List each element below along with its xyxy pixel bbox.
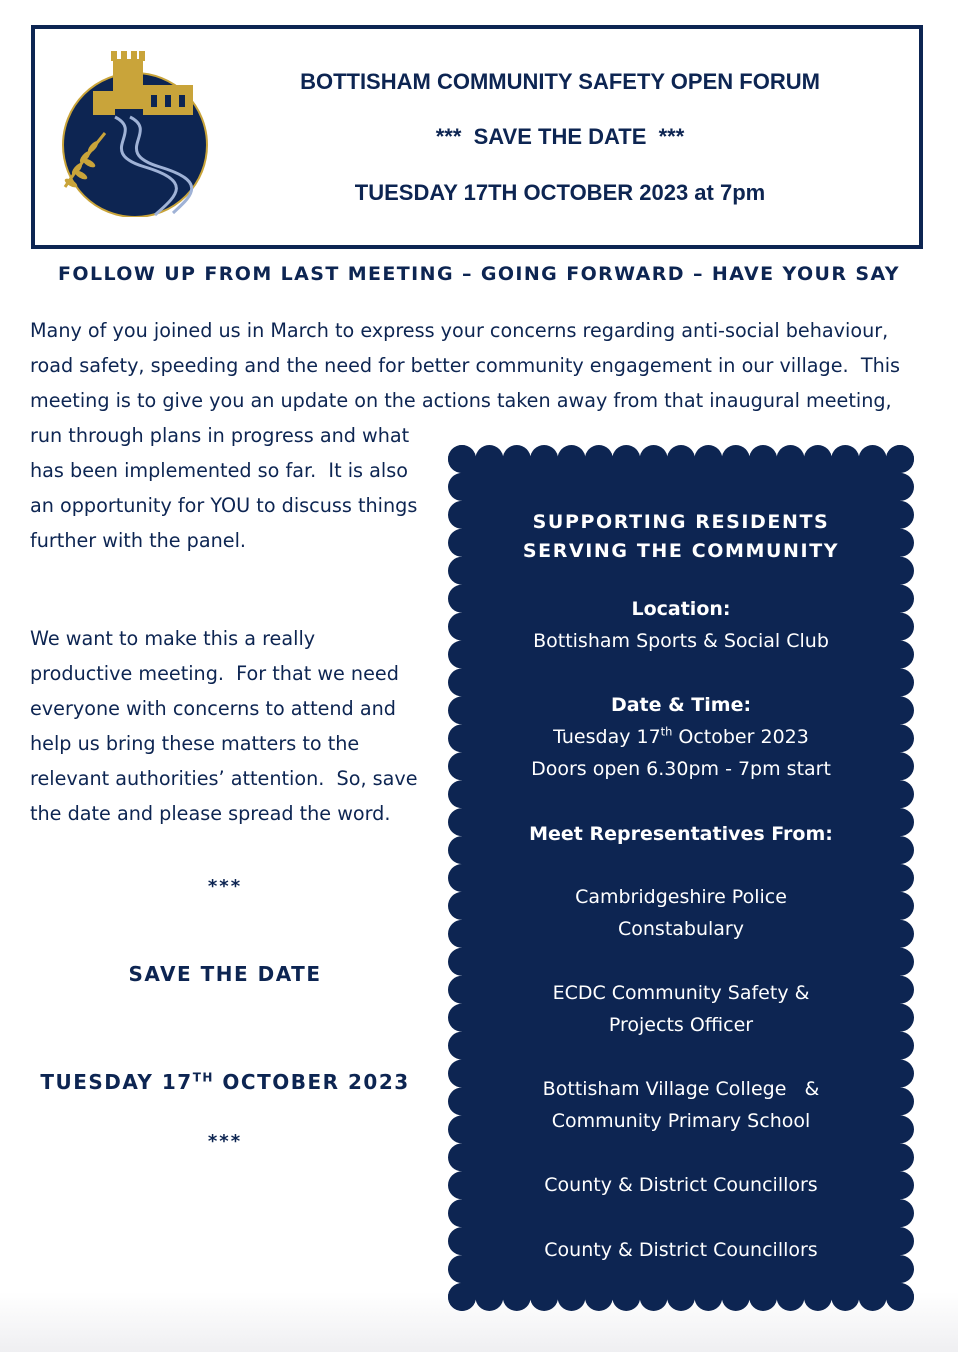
left-save-the-date: SAVE THE DATE — [128, 962, 322, 986]
representative-councillors: County & District Councillors — [544, 1239, 818, 1261]
representative-schools — [452, 1073, 910, 1137]
paragraph-line: relevant authorities’ attention. So, save — [30, 767, 418, 790]
rep-line: Constabulary — [617, 918, 744, 940]
paragraph-line: the date and please spread the word. — [30, 802, 391, 825]
call-to-action-paragraph — [30, 621, 430, 831]
panel-heading — [452, 508, 910, 566]
panel-heading-line: SERVING THE COMMUNITY — [522, 540, 840, 562]
date-ordinal: th — [660, 724, 673, 739]
paragraph-line: everyone with concerns to attend and — [30, 697, 396, 720]
representatives-label: Meet Representatives From: — [529, 823, 833, 845]
church-tower-logo-icon — [55, 37, 215, 217]
panel-heading-line: SUPPORTING RESIDENTS — [532, 511, 830, 533]
rep-line: Cambridgeshire Police — [575, 886, 787, 908]
left-event-date — [30, 1070, 420, 1094]
rep-line: ECDC Community Safety & — [552, 982, 810, 1004]
date-prefix: TUESDAY 17 — [40, 1070, 193, 1094]
date-prefix: Tuesday 17 — [553, 726, 661, 748]
paragraph-line: We want to make this a really — [30, 627, 316, 650]
location-value: Bottisham Sports & Social Club — [533, 630, 829, 652]
paragraph-line: help us bring these matters to the — [30, 732, 360, 755]
intro-paragraph — [30, 313, 910, 418]
rep-line: Community Primary School — [551, 1110, 811, 1132]
intro-line: meeting is to give you an update on the actions taken away from that inaugural meeting, — [30, 389, 892, 412]
save-the-date-banner: *** SAVE THE DATE *** — [435, 124, 685, 149]
paragraph-line: productive meeting. For that we need — [30, 662, 399, 685]
intro-line: further with the panel. — [30, 529, 247, 552]
subheading: FOLLOW UP FROM LAST MEETING – GOING FORWARD – HAVE YOUR SAY — [58, 263, 900, 285]
rep-line: Bottisham Village College & — [542, 1078, 820, 1100]
rep-line: Projects Officer — [608, 1014, 754, 1036]
intro-continuation — [30, 418, 430, 558]
intro-line: road safety, speeding and the need for better community engagement in our village. This — [30, 354, 901, 377]
intro-line: has been implemented so far. It is also — [30, 459, 408, 482]
date-suffix: October 2023 — [672, 726, 809, 748]
representative-police — [452, 881, 910, 945]
event-date-heading: TUESDAY 17TH OCTOBER 2023 at 7pm — [354, 180, 766, 205]
forum-title: BOTTISHAM COMMUNITY SAFETY OPEN FORUM — [300, 69, 820, 94]
event-date — [452, 721, 910, 753]
stars-divider: *** — [207, 876, 243, 897]
date-ordinal: TH — [192, 1070, 214, 1085]
intro-line: an opportunity for YOU to discuss things — [30, 494, 418, 517]
stars-divider: *** — [207, 1131, 243, 1152]
location-label: Location: — [631, 598, 731, 620]
intro-line: Many of you joined us in March to express your concerns regarding anti-social behaviour, — [30, 319, 889, 342]
date-suffix: OCTOBER 2023 — [213, 1070, 410, 1094]
intro-line: run through plans in progress and what — [30, 424, 410, 447]
datetime-label: Date & Time: — [610, 694, 752, 716]
header-box — [31, 25, 923, 249]
representative-councillors: County & District Councillors — [544, 1174, 818, 1196]
representative-ecdc — [452, 977, 910, 1041]
info-panel — [452, 445, 910, 1311]
event-time: Doors open 6.30pm - 7pm start — [531, 758, 831, 780]
